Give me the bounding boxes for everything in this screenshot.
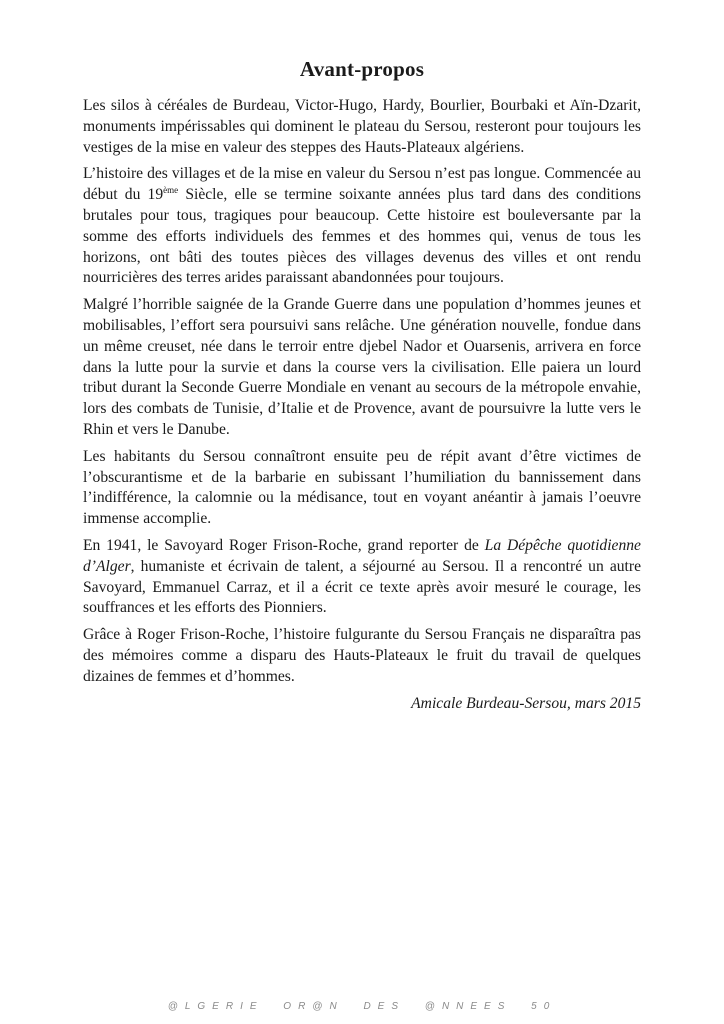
page-footer: @LGERIE OR@N DES @NNEES 50 (167, 1001, 557, 1012)
signature: Amicale Burdeau-Sersou, mars 2015 (411, 694, 641, 712)
paragraph-text: Les habitants du Sersou connaîtront ensuite peu de répit avant d’être victimes de l’obscurantisme et de la barbarie en subissant l’humiliation du bannissement dans l’indifférence, la calomnie ou la médisance, tout en voyant anéantir à jamais l’oeuvre immense accomplie. (83, 447, 641, 528)
paragraph-text: Grâce à Roger Frison-Roche, l’histoire fulgurante du Sersou Français ne disparaîtra pas des mémoires comme a disparu des Hauts-Plateaux le fruit du travail de quelques dizaines de femmes et d’hommes. (83, 626, 641, 685)
paragraph-frison-roche (83, 536, 641, 619)
paragraph-text: , humaniste et écrivain de talent, a séjourné au Sersou. Il a rencontré un autre Savoyard, Emmanuel Carraz, et il a écrit ce texte après avoir mesuré le courage, les souffrances et les efforts des Pionniers. (83, 557, 641, 617)
superscript-text: ème (163, 185, 179, 195)
paragraph-text: Les silos à céréales de Burdeau, Victor-Hugo, Hardy, Bourlier, Bourbaki et Aïn-Dzarit, monuments impérissables qui dominent le plateau du Sersou, resteront pour toujours les vestiges de la mise en valeur des steppes des Hauts-Plateaux algériens. (83, 97, 641, 156)
paragraph-closing (83, 625, 641, 687)
paragraph-text: Siècle, elle se termine soixante années plus tard dans des conditions brutales pour tous, tragiques pour beaucoup. Cette histoire est bouleversante par la somme des efforts individuels des femmes et des hommes qui, venus de tous les horizons, ont bâti des toutes pièces des villages devenus des villes et ont rendu nourricières des terres arides paraissant abandonnées pour toujours. (83, 186, 641, 287)
paragraph-text: Malgré l’horrible saignée de la Grande Guerre dans une population d’hommes jeunes et mobilisables, l’effort sera poursuivi sans relâche. Une génération nouvelle, fondue dans un même creuset, née dans le terroir entre djebel Nador et Ouarsenis, arrivera en force dans la lutte pour la survie et dans la course vers la civilisation. Elle paiera un lourd tribut durant la Seconde Guerre Mondiale en venant au secours de la métropole envahie, lors des combats de Tunisie, d’Italie et de Provence, avant de poursuivre la lutte vers le Rhin et vers le Danube. (83, 296, 641, 438)
paragraph-inhabitants (83, 447, 641, 530)
paragraph-text: L’histoire des villages et de la mise en valeur du Sersou n’est pas longue. Commencée au début du 19 (83, 165, 641, 204)
paragraph-great-war (83, 295, 641, 441)
page-title: Avant-propos (299, 57, 425, 82)
newspaper-title: La Dépêche quotidienne d’Alger (83, 536, 641, 575)
body-text (83, 96, 641, 714)
paragraph-history (83, 164, 641, 289)
paragraph-text: En 1941, le Savoyard Roger Frison-Roche, grand reporter de (83, 536, 485, 554)
paragraph-silos (83, 96, 641, 158)
